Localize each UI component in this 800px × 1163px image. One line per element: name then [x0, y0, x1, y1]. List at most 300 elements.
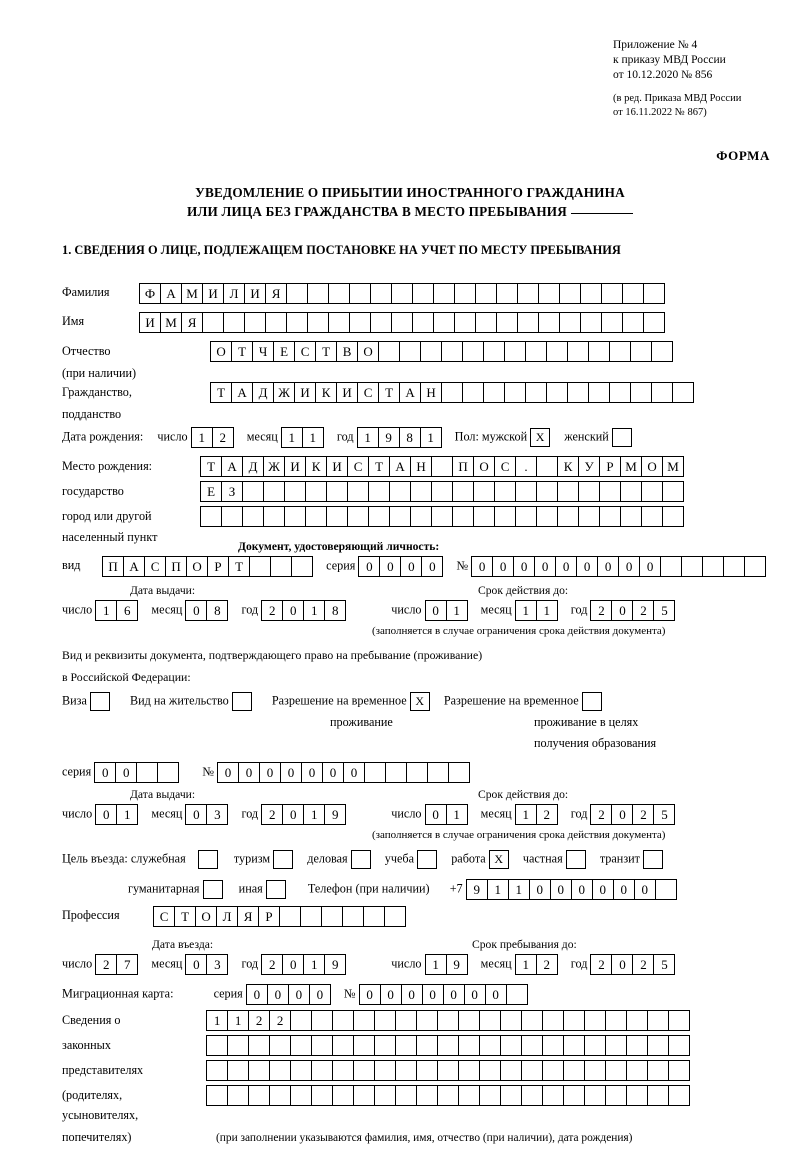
char-cell[interactable] [588, 382, 610, 403]
char-cell[interactable]: 0 [401, 984, 423, 1005]
char-cell[interactable]: Д [252, 382, 274, 403]
char-cell[interactable] [578, 506, 600, 527]
char-cell[interactable] [374, 1035, 396, 1056]
char-cell[interactable]: И [284, 456, 306, 477]
char-cell[interactable]: 5 [653, 600, 675, 621]
legal-rep-input-row3[interactable] [206, 1060, 689, 1081]
purpose-work-checkbox[interactable]: X [489, 850, 509, 869]
char-cell[interactable]: 0 [267, 984, 289, 1005]
char-cell[interactable]: О [473, 456, 495, 477]
char-cell[interactable]: 0 [259, 762, 281, 783]
char-cell[interactable] [588, 341, 610, 362]
char-cell[interactable] [458, 1035, 480, 1056]
char-cell[interactable]: 0 [282, 804, 304, 825]
char-cell[interactable] [223, 312, 245, 333]
char-cell[interactable] [609, 382, 631, 403]
char-cell[interactable]: 0 [359, 984, 381, 1005]
char-cell[interactable] [290, 1010, 312, 1031]
char-cell[interactable] [364, 762, 386, 783]
char-cell[interactable] [305, 506, 327, 527]
char-cell[interactable] [328, 312, 350, 333]
char-cell[interactable]: 0 [185, 804, 207, 825]
char-cell[interactable] [416, 1085, 438, 1106]
doc-issue-month-input[interactable] [185, 600, 227, 621]
entry-month-input[interactable] [185, 954, 227, 975]
char-cell[interactable]: Л [223, 283, 245, 304]
char-cell[interactable] [525, 382, 547, 403]
char-cell[interactable]: 1 [487, 879, 509, 900]
doc-valid-day-input[interactable] [425, 600, 467, 621]
char-cell[interactable]: О [210, 341, 232, 362]
char-cell[interactable]: 0 [379, 556, 401, 577]
char-cell[interactable] [643, 312, 665, 333]
char-cell[interactable] [744, 556, 766, 577]
char-cell[interactable] [416, 1060, 438, 1081]
char-cell[interactable]: 0 [611, 804, 633, 825]
char-cell[interactable]: 0 [634, 879, 656, 900]
char-cell[interactable]: 0 [597, 556, 619, 577]
char-cell[interactable] [462, 341, 484, 362]
char-cell[interactable] [563, 1010, 585, 1031]
char-cell[interactable] [452, 481, 474, 502]
char-cell[interactable] [622, 312, 644, 333]
char-cell[interactable] [206, 1035, 228, 1056]
char-cell[interactable] [263, 506, 285, 527]
char-cell[interactable]: 0 [217, 762, 239, 783]
char-cell[interactable]: 2 [536, 954, 558, 975]
char-cell[interactable] [378, 341, 400, 362]
char-cell[interactable]: 1 [515, 804, 537, 825]
char-cell[interactable]: 0 [534, 556, 556, 577]
char-cell[interactable] [391, 312, 413, 333]
char-cell[interactable] [662, 481, 684, 502]
char-cell[interactable]: 0 [611, 954, 633, 975]
char-cell[interactable]: М [181, 283, 203, 304]
char-cell[interactable]: 1 [227, 1010, 249, 1031]
birth-day-input[interactable] [191, 427, 233, 448]
char-cell[interactable] [473, 481, 495, 502]
char-cell[interactable] [399, 341, 421, 362]
char-cell[interactable]: У [578, 456, 600, 477]
char-cell[interactable] [206, 1060, 228, 1081]
char-cell[interactable] [370, 283, 392, 304]
char-cell[interactable] [605, 1085, 627, 1106]
char-cell[interactable] [441, 382, 463, 403]
char-cell[interactable] [452, 506, 474, 527]
sex-male-checkbox[interactable]: X [530, 428, 550, 447]
char-cell[interactable] [647, 1035, 669, 1056]
char-cell[interactable]: 0 [301, 762, 323, 783]
char-cell[interactable]: 0 [380, 984, 402, 1005]
char-cell[interactable] [668, 1060, 690, 1081]
char-cell[interactable] [300, 906, 322, 927]
char-cell[interactable] [431, 456, 453, 477]
char-cell[interactable]: 1 [206, 1010, 228, 1031]
char-cell[interactable]: И [294, 382, 316, 403]
char-cell[interactable]: О [195, 906, 217, 927]
char-cell[interactable] [620, 506, 642, 527]
char-cell[interactable]: С [294, 341, 316, 362]
doc-valid-month-input[interactable] [515, 600, 557, 621]
mcard-number-input[interactable] [359, 984, 527, 1005]
char-cell[interactable] [655, 879, 677, 900]
char-cell[interactable] [433, 283, 455, 304]
char-cell[interactable] [270, 556, 292, 577]
char-cell[interactable] [307, 312, 329, 333]
char-cell[interactable]: Ф [139, 283, 161, 304]
char-cell[interactable]: Т [368, 456, 390, 477]
char-cell[interactable]: Р [258, 906, 280, 927]
char-cell[interactable] [475, 283, 497, 304]
char-cell[interactable] [542, 1035, 564, 1056]
char-cell[interactable]: И [202, 283, 224, 304]
char-cell[interactable]: 0 [422, 984, 444, 1005]
char-cell[interactable]: С [357, 382, 379, 403]
phone-input[interactable] [466, 879, 676, 900]
char-cell[interactable] [479, 1035, 501, 1056]
char-cell[interactable]: М [160, 312, 182, 333]
char-cell[interactable] [500, 1085, 522, 1106]
char-cell[interactable] [605, 1060, 627, 1081]
char-cell[interactable]: В [336, 341, 358, 362]
char-cell[interactable] [412, 312, 434, 333]
char-cell[interactable]: 9 [466, 879, 488, 900]
char-cell[interactable]: 0 [288, 984, 310, 1005]
char-cell[interactable] [647, 1060, 669, 1081]
char-cell[interactable]: 1 [515, 600, 537, 621]
char-cell[interactable]: 9 [446, 954, 468, 975]
char-cell[interactable] [202, 312, 224, 333]
char-cell[interactable]: 0 [309, 984, 331, 1005]
char-cell[interactable] [437, 1085, 459, 1106]
char-cell[interactable]: И [139, 312, 161, 333]
char-cell[interactable] [517, 312, 539, 333]
char-cell[interactable] [368, 506, 390, 527]
char-cell[interactable]: 2 [536, 804, 558, 825]
char-cell[interactable] [542, 1060, 564, 1081]
char-cell[interactable]: 1 [303, 804, 325, 825]
char-cell[interactable]: 0 [400, 556, 422, 577]
purpose-study-checkbox[interactable] [417, 850, 437, 869]
char-cell[interactable] [626, 1035, 648, 1056]
char-cell[interactable] [536, 456, 558, 477]
char-cell[interactable] [630, 341, 652, 362]
char-cell[interactable]: Н [420, 382, 442, 403]
char-cell[interactable]: 0 [464, 984, 486, 1005]
char-cell[interactable]: 0 [613, 879, 635, 900]
char-cell[interactable] [668, 1085, 690, 1106]
char-cell[interactable] [515, 506, 537, 527]
char-cell[interactable] [332, 1010, 354, 1031]
char-cell[interactable]: 2 [212, 427, 234, 448]
char-cell[interactable]: 1 [191, 427, 213, 448]
stay-end-year-input[interactable] [590, 954, 674, 975]
char-cell[interactable] [441, 341, 463, 362]
char-cell[interactable] [546, 382, 568, 403]
char-cell[interactable]: 3 [206, 954, 228, 975]
char-cell[interactable] [601, 312, 623, 333]
char-cell[interactable]: 0 [185, 600, 207, 621]
char-cell[interactable] [542, 1010, 564, 1031]
char-cell[interactable]: 0 [280, 762, 302, 783]
char-cell[interactable] [321, 906, 343, 927]
char-cell[interactable] [332, 1060, 354, 1081]
char-cell[interactable] [265, 312, 287, 333]
stay-issue-day-input[interactable] [95, 804, 137, 825]
citizenship-input[interactable] [210, 382, 693, 403]
char-cell[interactable] [347, 481, 369, 502]
char-cell[interactable]: Р [207, 556, 229, 577]
char-cell[interactable] [384, 906, 406, 927]
char-cell[interactable] [567, 382, 589, 403]
purpose-transit-checkbox[interactable] [643, 850, 663, 869]
char-cell[interactable]: Ж [263, 456, 285, 477]
char-cell[interactable]: 0 [513, 556, 535, 577]
char-cell[interactable]: 0 [94, 762, 116, 783]
doc-kind-input[interactable] [102, 556, 312, 577]
char-cell[interactable] [412, 283, 434, 304]
doc-issue-year-input[interactable] [261, 600, 345, 621]
char-cell[interactable]: А [221, 456, 243, 477]
char-cell[interactable] [389, 506, 411, 527]
char-cell[interactable]: 0 [618, 556, 640, 577]
char-cell[interactable] [391, 283, 413, 304]
char-cell[interactable]: 1 [95, 600, 117, 621]
char-cell[interactable]: К [315, 382, 337, 403]
char-cell[interactable]: 0 [471, 556, 493, 577]
char-cell[interactable]: Т [228, 556, 250, 577]
char-cell[interactable]: 1 [357, 427, 379, 448]
char-cell[interactable] [517, 283, 539, 304]
char-cell[interactable]: А [123, 556, 145, 577]
birth-place-city-input-row1[interactable] [200, 481, 683, 502]
char-cell[interactable] [483, 382, 505, 403]
char-cell[interactable] [353, 1085, 375, 1106]
char-cell[interactable]: 9 [324, 804, 346, 825]
char-cell[interactable] [454, 312, 476, 333]
char-cell[interactable]: 0 [425, 600, 447, 621]
char-cell[interactable] [374, 1010, 396, 1031]
char-cell[interactable] [347, 506, 369, 527]
char-cell[interactable] [248, 1035, 270, 1056]
char-cell[interactable] [353, 1010, 375, 1031]
char-cell[interactable] [349, 283, 371, 304]
char-cell[interactable] [479, 1085, 501, 1106]
char-cell[interactable] [601, 283, 623, 304]
char-cell[interactable] [353, 1035, 375, 1056]
char-cell[interactable] [525, 341, 547, 362]
char-cell[interactable]: Я [265, 283, 287, 304]
purpose-other-checkbox[interactable] [266, 880, 286, 899]
char-cell[interactable]: О [186, 556, 208, 577]
char-cell[interactable] [420, 341, 442, 362]
char-cell[interactable] [349, 312, 371, 333]
char-cell[interactable] [395, 1010, 417, 1031]
char-cell[interactable] [584, 1010, 606, 1031]
char-cell[interactable]: Р [599, 456, 621, 477]
char-cell[interactable]: 2 [261, 804, 283, 825]
purpose-service-checkbox[interactable] [198, 850, 218, 869]
char-cell[interactable]: 0 [576, 556, 598, 577]
purpose-humanitarian-checkbox[interactable] [203, 880, 223, 899]
char-cell[interactable]: 2 [632, 804, 654, 825]
char-cell[interactable]: И [326, 456, 348, 477]
char-cell[interactable] [385, 762, 407, 783]
char-cell[interactable] [389, 481, 411, 502]
char-cell[interactable] [286, 312, 308, 333]
char-cell[interactable] [332, 1085, 354, 1106]
char-cell[interactable]: 2 [632, 600, 654, 621]
char-cell[interactable] [290, 1085, 312, 1106]
profession-input[interactable] [153, 906, 405, 927]
patronymic-input[interactable] [210, 341, 672, 362]
char-cell[interactable] [431, 481, 453, 502]
char-cell[interactable] [437, 1060, 459, 1081]
char-cell[interactable]: 0 [282, 954, 304, 975]
legal-rep-input-row4[interactable] [206, 1085, 689, 1106]
char-cell[interactable] [542, 1085, 564, 1106]
char-cell[interactable] [332, 1035, 354, 1056]
char-cell[interactable] [660, 556, 682, 577]
char-cell[interactable] [328, 283, 350, 304]
sex-female-checkbox[interactable] [612, 428, 632, 447]
entry-day-input[interactable] [95, 954, 137, 975]
char-cell[interactable] [311, 1010, 333, 1031]
char-cell[interactable]: И [336, 382, 358, 403]
char-cell[interactable]: . [515, 456, 537, 477]
char-cell[interactable] [557, 506, 579, 527]
char-cell[interactable] [620, 481, 642, 502]
char-cell[interactable] [599, 481, 621, 502]
stay-valid-day-input[interactable] [425, 804, 467, 825]
char-cell[interactable]: 0 [571, 879, 593, 900]
char-cell[interactable] [479, 1010, 501, 1031]
char-cell[interactable]: С [347, 456, 369, 477]
char-cell[interactable]: О [357, 341, 379, 362]
char-cell[interactable] [410, 481, 432, 502]
char-cell[interactable]: А [231, 382, 253, 403]
char-cell[interactable]: З [221, 481, 243, 502]
char-cell[interactable] [626, 1010, 648, 1031]
char-cell[interactable]: Л [216, 906, 238, 927]
char-cell[interactable] [546, 341, 568, 362]
char-cell[interactable]: 1 [303, 954, 325, 975]
purpose-tourism-checkbox[interactable] [273, 850, 293, 869]
char-cell[interactable] [227, 1035, 249, 1056]
char-cell[interactable]: С [144, 556, 166, 577]
char-cell[interactable]: С [494, 456, 516, 477]
char-cell[interactable] [622, 283, 644, 304]
char-cell[interactable] [458, 1010, 480, 1031]
char-cell[interactable] [702, 556, 724, 577]
char-cell[interactable]: 2 [590, 954, 612, 975]
char-cell[interactable]: Ч [252, 341, 274, 362]
char-cell[interactable] [374, 1060, 396, 1081]
char-cell[interactable]: 0 [443, 984, 465, 1005]
char-cell[interactable] [475, 312, 497, 333]
char-cell[interactable]: 1 [536, 600, 558, 621]
char-cell[interactable]: Т [210, 382, 232, 403]
char-cell[interactable] [263, 481, 285, 502]
char-cell[interactable] [681, 556, 703, 577]
char-cell[interactable] [578, 481, 600, 502]
char-cell[interactable]: Е [200, 481, 222, 502]
char-cell[interactable]: 9 [324, 954, 346, 975]
char-cell[interactable] [506, 984, 528, 1005]
char-cell[interactable] [630, 382, 652, 403]
char-cell[interactable] [368, 481, 390, 502]
char-cell[interactable] [410, 506, 432, 527]
char-cell[interactable] [326, 481, 348, 502]
doc-issue-day-input[interactable] [95, 600, 137, 621]
stay-end-month-input[interactable] [515, 954, 557, 975]
char-cell[interactable] [496, 283, 518, 304]
char-cell[interactable]: 8 [324, 600, 346, 621]
char-cell[interactable] [643, 283, 665, 304]
doc-number-input[interactable] [471, 556, 765, 577]
stay-number-input[interactable] [217, 762, 469, 783]
char-cell[interactable] [291, 556, 313, 577]
char-cell[interactable] [567, 341, 589, 362]
char-cell[interactable] [227, 1085, 249, 1106]
char-cell[interactable]: 0 [185, 954, 207, 975]
stay-valid-year-input[interactable] [590, 804, 674, 825]
char-cell[interactable] [479, 1060, 501, 1081]
char-cell[interactable] [483, 341, 505, 362]
char-cell[interactable] [462, 382, 484, 403]
char-cell[interactable] [286, 283, 308, 304]
char-cell[interactable] [221, 506, 243, 527]
char-cell[interactable]: 2 [261, 600, 283, 621]
char-cell[interactable] [563, 1060, 585, 1081]
name-input[interactable] [139, 312, 664, 333]
char-cell[interactable] [559, 312, 581, 333]
char-cell[interactable]: К [305, 456, 327, 477]
char-cell[interactable]: 0 [246, 984, 268, 1005]
char-cell[interactable] [672, 382, 694, 403]
char-cell[interactable] [227, 1060, 249, 1081]
char-cell[interactable] [723, 556, 745, 577]
char-cell[interactable]: 0 [358, 556, 380, 577]
char-cell[interactable]: 3 [206, 804, 228, 825]
char-cell[interactable] [416, 1010, 438, 1031]
char-cell[interactable] [290, 1060, 312, 1081]
char-cell[interactable]: Т [378, 382, 400, 403]
char-cell[interactable]: Т [231, 341, 253, 362]
char-cell[interactable] [311, 1035, 333, 1056]
char-cell[interactable]: 0 [639, 556, 661, 577]
char-cell[interactable]: А [399, 382, 421, 403]
char-cell[interactable] [521, 1060, 543, 1081]
char-cell[interactable]: Т [174, 906, 196, 927]
char-cell[interactable] [307, 283, 329, 304]
char-cell[interactable] [563, 1035, 585, 1056]
char-cell[interactable] [200, 506, 222, 527]
char-cell[interactable]: 0 [322, 762, 344, 783]
birth-month-input[interactable] [281, 427, 323, 448]
char-cell[interactable] [605, 1010, 627, 1031]
char-cell[interactable]: С [153, 906, 175, 927]
char-cell[interactable]: М [662, 456, 684, 477]
char-cell[interactable]: 1 [116, 804, 138, 825]
char-cell[interactable]: 5 [653, 804, 675, 825]
char-cell[interactable]: 1 [303, 600, 325, 621]
birth-place-city-input-row2[interactable] [200, 506, 683, 527]
purpose-private-checkbox[interactable] [566, 850, 586, 869]
char-cell[interactable] [651, 382, 673, 403]
char-cell[interactable] [668, 1010, 690, 1031]
char-cell[interactable]: К [557, 456, 579, 477]
